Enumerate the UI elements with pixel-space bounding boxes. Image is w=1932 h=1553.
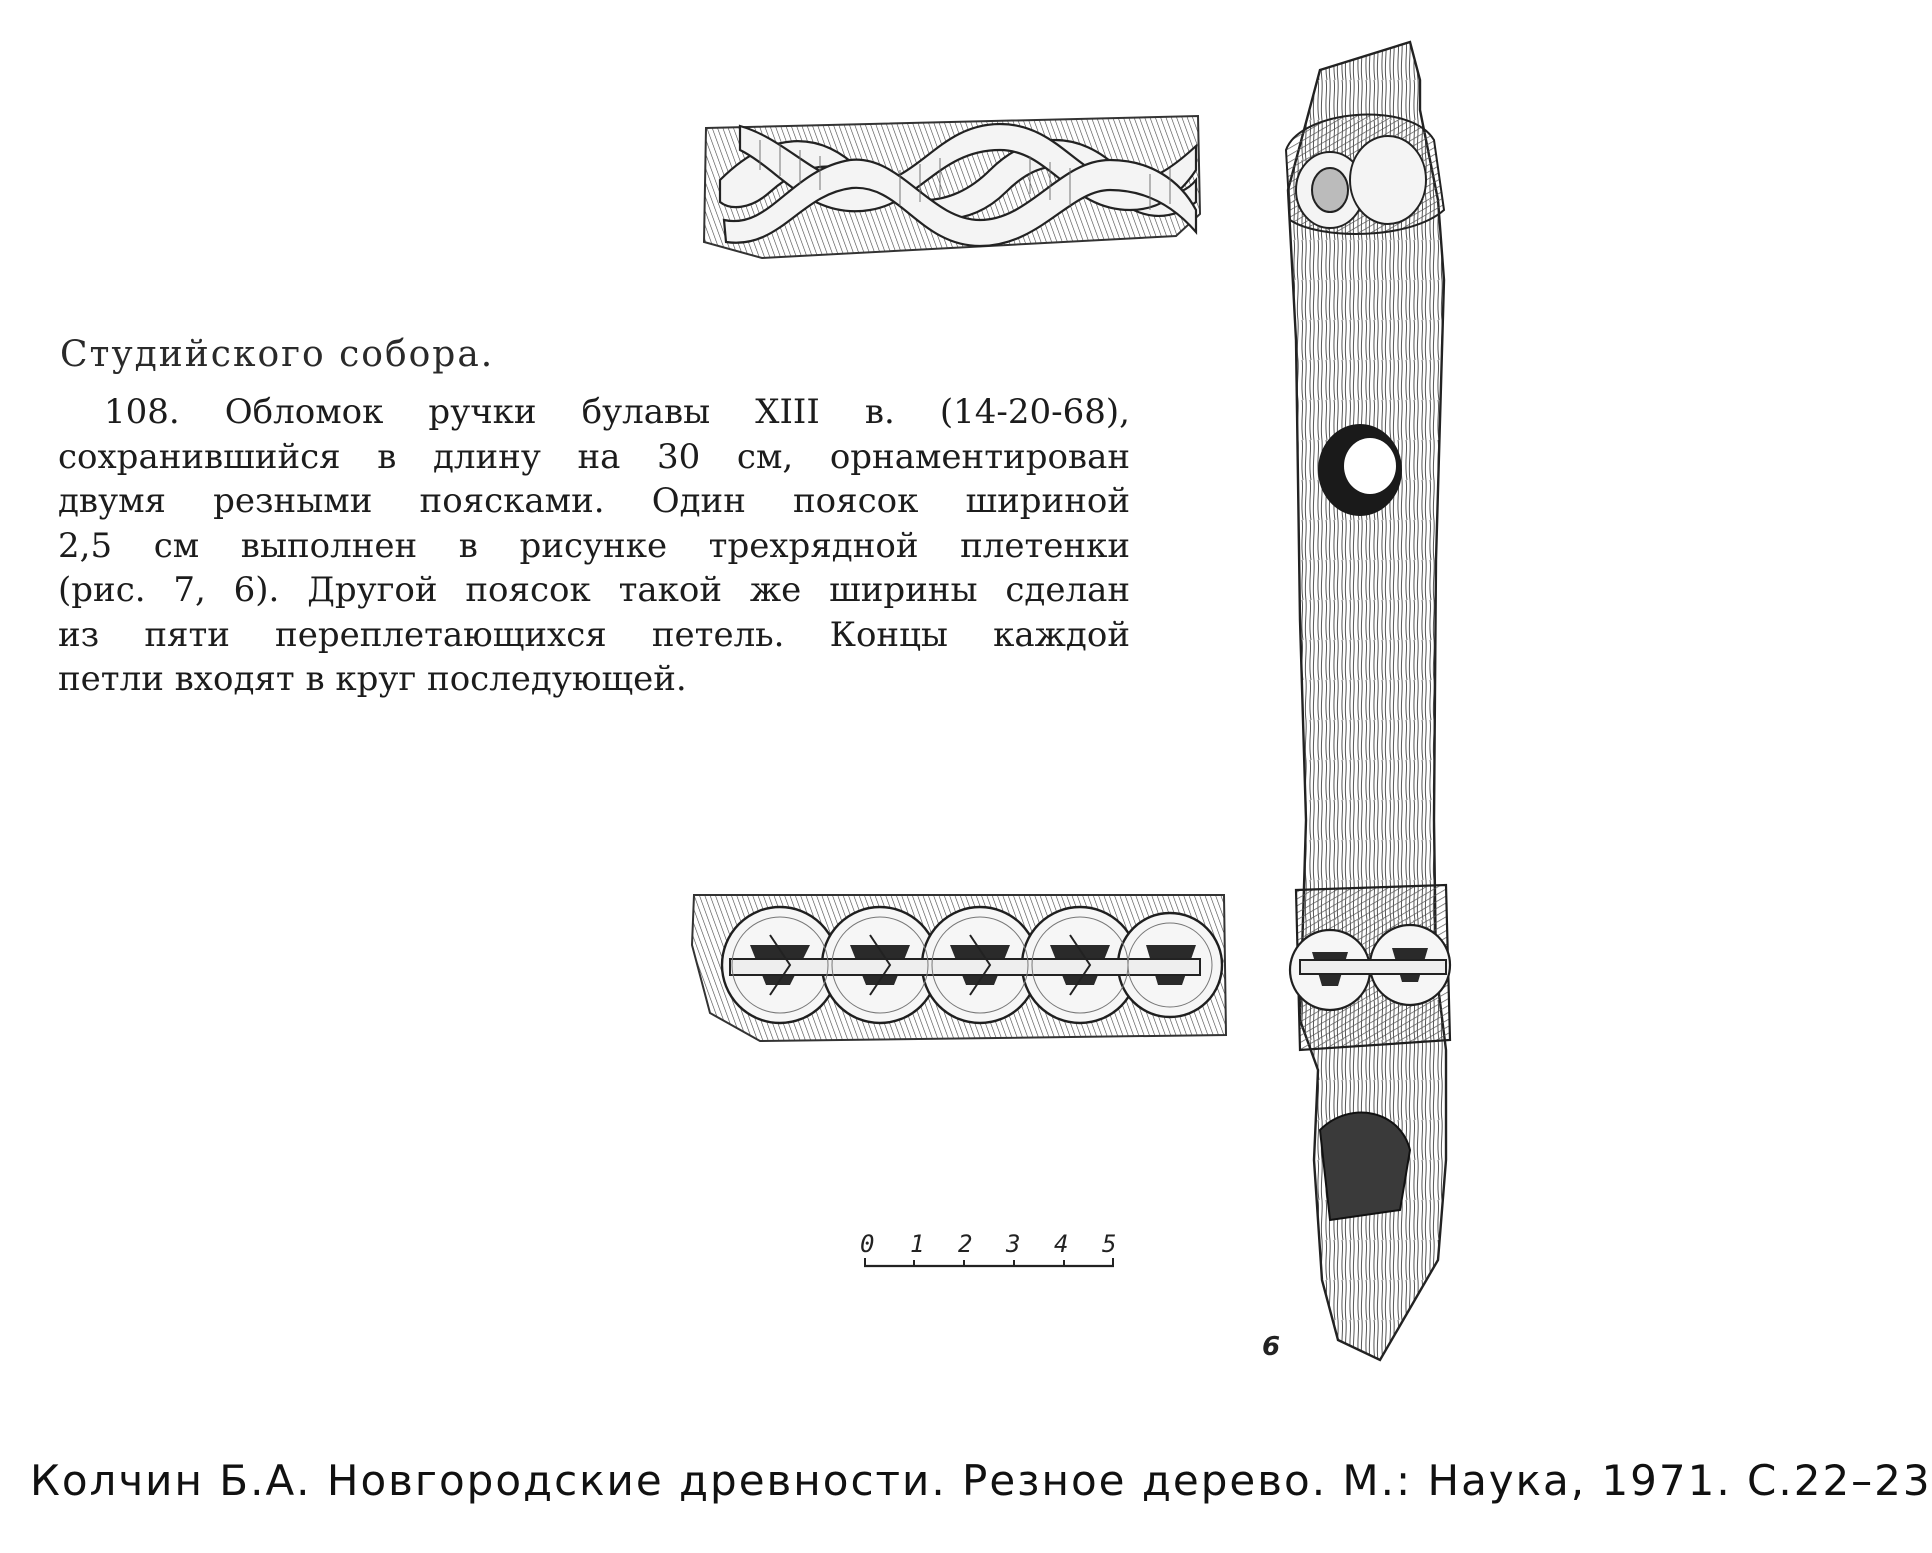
- citation: Колчин Б.А. Новгородские древности. Резное дерево. М.: Наука, 1971. С.22–23: [30, 1456, 1932, 1505]
- scale-label-4: 4: [1054, 1230, 1069, 1258]
- paragraph-line-6: из пяти переплетающихся петель. Концы каждой: [58, 614, 1130, 655]
- paragraph-line-5: (рис. 7, 6). Другой поясок такой же ширины сделан: [58, 570, 1130, 610]
- paragraph-line-3: двумя резными поясками. Один поясок шириной: [58, 481, 1130, 521]
- cut-off-text-line: [60, 334, 495, 375]
- scale-label-3: 3: [1006, 1230, 1021, 1258]
- paragraph-line-1: 108. Обломок ручки булавы XIII в. (14-20-68),: [104, 392, 1130, 432]
- paragraph-line-2: сохранившийся в длину на 30 см, орнаментирован: [58, 436, 1130, 477]
- figure-label: 6: [1262, 1332, 1281, 1362]
- cut-off-text: Студийского собора.: [60, 334, 495, 375]
- description-paragraph: [58, 390, 1130, 702]
- paragraph-line-7: петли входят в круг последующей.: [58, 659, 687, 699]
- scale-bar: [860, 1230, 1120, 1270]
- loop-band-drawing: [690, 885, 1230, 1045]
- mace-handle-drawing: [1260, 40, 1470, 1370]
- braid-band-drawing: [700, 110, 1205, 260]
- scale-label-1: 1: [910, 1230, 925, 1258]
- scale-label-0: 0: [860, 1230, 875, 1258]
- scale-label-5: 5: [1102, 1230, 1117, 1258]
- paragraph-line-4: 2,5 см выполнен в рисунке трехрядной плетенки: [58, 525, 1130, 566]
- scale-line: [864, 1256, 1118, 1270]
- scale-label-2: 2: [958, 1230, 973, 1258]
